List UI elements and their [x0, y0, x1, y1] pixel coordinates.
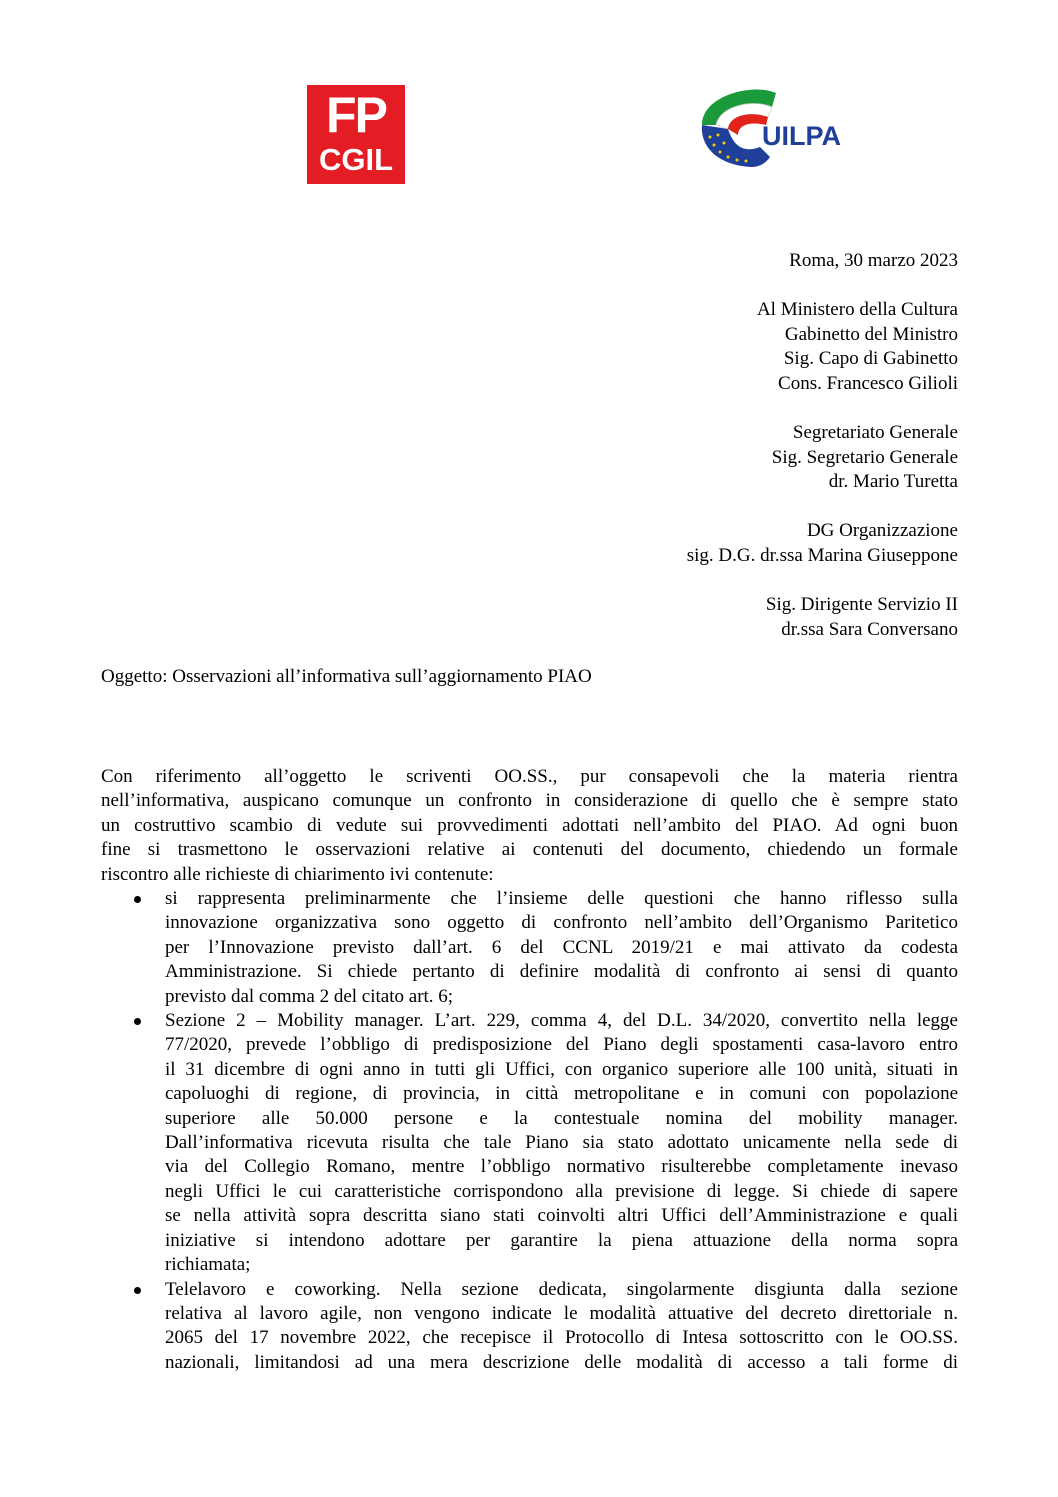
recipient-line: sig. D.G. dr.ssa Marina Giuseppone	[686, 544, 958, 566]
observations-list	[101, 887, 958, 1375]
paragraph-line: superiore alle 50.000 persone e la contestuale nomina del mobility manager.	[165, 1107, 958, 1129]
paragraph-line: 2065 del 17 novembre 2022, che recepisce il Protocollo di Intesa sottoscritto con le OO.SS.	[165, 1327, 958, 1349]
paragraph-line: innovazione organizzativa sono oggetto di confronto nell’ambito dell’Organismo Paritetico	[165, 912, 958, 934]
list-item	[101, 1009, 958, 1277]
recipient-block-segretariato	[772, 421, 958, 495]
paragraph-line: iniziative si intendono adottare per garantire la piena attuazione della norma sopra	[165, 1229, 958, 1251]
paragraph-line: negli Uffici le cui caratteristiche corrispondono alla previsione di legge. Si chiede di sapere	[165, 1180, 958, 1202]
recipient-block-dg-organizzazione	[687, 519, 958, 568]
paragraph-line: fine si trasmettono le osservazioni relative ai contenuti del documento, chiedendo un formale	[101, 839, 958, 861]
paragraph-line: per l’Innovazione previsto dall’art. 6 del CCNL 2019/21 e mai attivato da codesta	[165, 936, 958, 958]
uilpa-logo-text: UILPA	[762, 121, 841, 151]
paragraph-line: 77/2020, prevede l’obbligo di predisposizione del Piano degli spostamenti casa-lavoro entro	[165, 1034, 958, 1056]
recipient-line: dr. Mario Turetta	[828, 471, 958, 492]
paragraph-line: Telelavoro e coworking. Nella sezione dedicata, singolarmente disgiunta dalla sezione	[165, 1278, 958, 1300]
list-item	[101, 1278, 958, 1376]
recipient-line: Gabinetto del Ministro	[784, 323, 958, 345]
paragraph-line: richiamata;	[165, 1254, 251, 1276]
list-item	[101, 887, 958, 1009]
bullet-icon	[134, 896, 141, 903]
paragraph-line: il 31 dicembre di ogni anno in tutti gli Uffici, con organico superiore alle 100 unità, situati in	[165, 1058, 958, 1080]
recipient-line: Sig. Capo di Gabinetto	[783, 348, 958, 369]
paragraph-line: Con riferimento all’oggetto le scriventi OO.SS., pur consapevoli che la materia rientra	[101, 766, 958, 787]
bullet-icon	[134, 1287, 141, 1294]
fp-cgil-logo-cgil: CGIL	[318, 142, 394, 177]
recipient-line: DG Organizzazione	[806, 520, 958, 541]
paragraph-line: capoluoghi di regione, di provincia, in città metropolitane e in comuni con popolazione	[165, 1083, 958, 1105]
recipient-block-servizio-ii	[766, 593, 958, 642]
recipient-line: dr.ssa Sara Conversano	[781, 618, 958, 640]
recipient-block-ministero	[757, 298, 958, 396]
letter-subject: Oggetto: Osservazioni all’informativa sull’aggiornamento PIAO	[101, 666, 592, 687]
paragraph-line: riscontro alle richieste di chiarimento ivi contenute:	[101, 863, 494, 885]
letter-date	[789, 249, 958, 274]
paragraph-line: Amministrazione. Si chiede pertanto di definire modalità di confronto ai sensi di quanto	[165, 961, 958, 983]
date-text: Roma, 30 marzo 2023	[789, 250, 958, 271]
paragraph-line: relativa al lavoro agile, non vengono indicate le modalità attuative del decreto direttoriale n.	[165, 1302, 958, 1324]
fp-cgil-logo-fp: FP	[326, 87, 386, 143]
uilpa-logo	[694, 85, 844, 183]
paragraph-line: Sezione 2 – Mobility manager. L’art. 229, comma 4, del D.L. 34/2020, convertito nella legge	[165, 1010, 958, 1032]
recipient-line: Sig. Segretario Generale	[771, 446, 958, 468]
paragraph-line: un costruttivo scambio di vedute sui provvedimenti adottati nell’ambito del PIAO. Ad ogni buon	[101, 814, 958, 836]
recipient-line: Al Ministero della Cultura	[756, 299, 958, 320]
recipient-line: Sig. Dirigente Servizio II	[765, 594, 958, 615]
recipient-line: Cons. Francesco Gilioli	[778, 372, 958, 394]
recipient-line: Segretariato Generale	[792, 422, 958, 443]
paragraph-line: nell’informativa, auspicano comunque un confronto in considerazione di quello che è sempre stato	[101, 790, 958, 812]
paragraph-line: nazionali, limitandosi ad una mera descrizione delle modalità di accesso a tali forme di	[165, 1351, 958, 1373]
fp-cgil-logo	[307, 85, 405, 184]
paragraph-line: si rappresenta preliminarmente che l’insieme delle questioni che hanno riflesso sulla	[165, 888, 958, 909]
bullet-icon	[134, 1018, 141, 1025]
paragraph-line: se nella attività sopra descritta siano stati coinvolti altri Uffici dell’Amministrazione e quali	[165, 1205, 958, 1227]
paragraph-line: Dall’informativa ricevuta risulta che tale Piano sia stato adottato unicamente nella sede di	[165, 1132, 958, 1154]
paragraph-line: previsto dal comma 2 del citato art. 6;	[165, 985, 454, 1007]
intro-paragraph	[101, 765, 958, 887]
paragraph-line: via del Collegio Romano, mentre l’obbligo normativo risulterebbe completamente inevaso	[165, 1156, 958, 1178]
